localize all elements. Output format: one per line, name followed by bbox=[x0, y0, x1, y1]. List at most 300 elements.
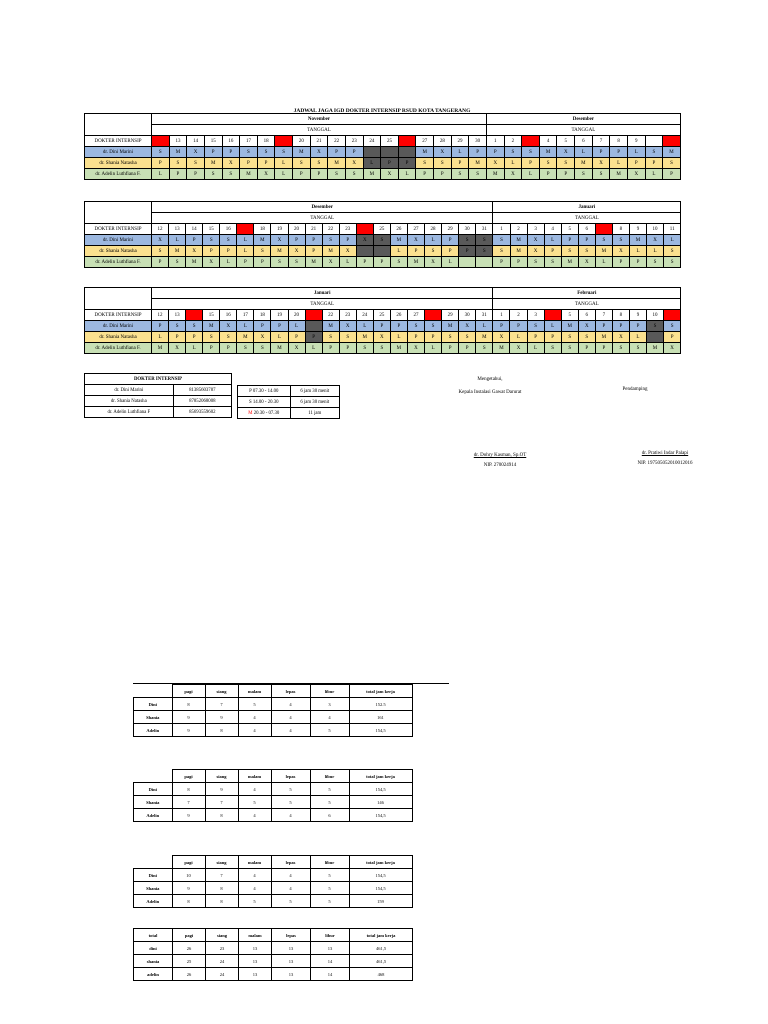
shift-cell: P bbox=[288, 235, 305, 246]
day-cell: 13 bbox=[169, 224, 186, 235]
doctor-name: dr. Adelin Luthfiana F. bbox=[85, 169, 152, 180]
month-label: Februari bbox=[493, 288, 681, 299]
day-cell bbox=[152, 136, 170, 147]
contact-name: dr. Dini Marini bbox=[85, 385, 174, 396]
month-label: Januari bbox=[493, 202, 681, 213]
summary-corner: total bbox=[134, 929, 173, 942]
shift-cell: S bbox=[664, 321, 681, 332]
summary-value: 10 bbox=[172, 869, 205, 882]
summary-header: malam bbox=[238, 685, 271, 698]
shift-cell: M bbox=[169, 246, 186, 257]
summary-value: 9 bbox=[172, 809, 205, 822]
shift-cell: P bbox=[407, 332, 424, 343]
schedule-block-1 bbox=[84, 113, 681, 180]
shift-cell: P bbox=[305, 235, 322, 246]
day-cell: 25 bbox=[373, 224, 390, 235]
summary-value: 5 bbox=[271, 895, 310, 908]
doctor-name: dr. Shania Natasha bbox=[85, 246, 152, 257]
shift-cell: X bbox=[381, 169, 399, 180]
shift-cell bbox=[459, 257, 476, 268]
summary-value: 4 bbox=[238, 809, 271, 822]
shift-cell: M bbox=[646, 343, 663, 354]
kepala-text: Kepala Instalasi Gawat Darurat bbox=[458, 390, 522, 395]
shift-cell: P bbox=[390, 321, 407, 332]
shift-cell: L bbox=[476, 321, 493, 332]
shift-cell: P bbox=[254, 321, 271, 332]
summary-value: 8 bbox=[205, 724, 238, 737]
summary-value: 146 bbox=[349, 796, 412, 809]
day-cell: 6 bbox=[578, 310, 595, 321]
shift-cell: M bbox=[561, 257, 578, 268]
summary-table-2 bbox=[133, 769, 413, 822]
shift-cell: L bbox=[305, 343, 322, 354]
day-cell: 31 bbox=[476, 310, 493, 321]
doctor-row bbox=[85, 246, 681, 257]
shift-cell: X bbox=[203, 257, 220, 268]
shift-cell: S bbox=[664, 257, 681, 268]
shift-cell bbox=[398, 147, 416, 158]
doctor-name: dr. Adelin Luthfiana F. bbox=[85, 257, 152, 268]
shift-cell: L bbox=[152, 332, 169, 343]
summary-header: libur bbox=[311, 929, 350, 942]
summary-row bbox=[134, 955, 413, 968]
summary-value: 4 bbox=[271, 698, 310, 711]
day-cell: 3 bbox=[527, 224, 544, 235]
shift-cell bbox=[305, 321, 322, 332]
day-cell: 4 bbox=[539, 136, 557, 147]
summary-value: 8 bbox=[205, 809, 238, 822]
day-cell: 11 bbox=[663, 136, 681, 147]
shift-cell: P bbox=[544, 246, 561, 257]
summary-header: pagi bbox=[173, 929, 206, 942]
shift-cell: L bbox=[504, 158, 522, 169]
day-cell: 18 bbox=[254, 224, 271, 235]
tanggal-label: TANGGAL bbox=[152, 299, 493, 310]
day-cell: 27 bbox=[407, 310, 424, 321]
day-cell: 16 bbox=[220, 310, 237, 321]
shift-cell: L bbox=[220, 257, 237, 268]
summary-header: total jam kerja bbox=[349, 770, 412, 783]
shift-cell: P bbox=[310, 169, 328, 180]
day-cell: 21 bbox=[305, 224, 322, 235]
shift-cell: X bbox=[310, 147, 328, 158]
shift-cell: S bbox=[222, 169, 240, 180]
day-cell: 26 bbox=[390, 224, 407, 235]
contact-name: dr. Shania Natasha bbox=[85, 396, 174, 407]
day-cell: 23 bbox=[339, 224, 356, 235]
shift-cell: P bbox=[469, 147, 487, 158]
summary-value: 4 bbox=[271, 809, 310, 822]
shift-cell: S bbox=[647, 257, 664, 268]
month-label: Januari bbox=[152, 288, 493, 299]
day-cell: 2 bbox=[504, 136, 522, 147]
shift-cell: P bbox=[220, 343, 237, 354]
summary-value: 9 bbox=[205, 783, 238, 796]
shift-cell: L bbox=[237, 321, 254, 332]
shift-cell: S bbox=[169, 158, 187, 169]
summary-value: 5 bbox=[310, 796, 349, 809]
shift-duration: 6 jam 30 menit bbox=[290, 386, 339, 397]
summary-header: libur bbox=[310, 685, 349, 698]
shift-cell: S bbox=[663, 158, 681, 169]
shift-cell: S bbox=[561, 332, 578, 343]
shift-cell: P bbox=[510, 257, 527, 268]
shift-cell: X bbox=[254, 332, 271, 343]
summary-value: 13 bbox=[272, 942, 311, 955]
shift-cell: X bbox=[627, 169, 645, 180]
day-cell: 23 bbox=[339, 310, 356, 321]
day-cell: 28 bbox=[434, 136, 452, 147]
summary-value: 6 bbox=[310, 809, 349, 822]
shift-cell: S bbox=[204, 169, 222, 180]
contact-phone: 87852068008 bbox=[173, 396, 231, 407]
shift-cell: S bbox=[220, 332, 237, 343]
shift-cell: L bbox=[288, 321, 305, 332]
shift-cell: L bbox=[425, 343, 442, 354]
summary-value: 4 bbox=[238, 882, 271, 895]
shift-cell: M bbox=[271, 246, 288, 257]
day-cell: 9 bbox=[629, 310, 646, 321]
day-cell: 18 bbox=[254, 310, 271, 321]
contact-name: dr. Adelin Luthfiana F bbox=[85, 407, 174, 418]
day-cell: 20 bbox=[288, 224, 305, 235]
shift-cell: P bbox=[627, 158, 645, 169]
day-cell bbox=[664, 310, 681, 321]
doctor-row bbox=[85, 343, 681, 354]
summary-corner bbox=[134, 685, 173, 698]
summary-value: 14 bbox=[311, 955, 350, 968]
summary-value: 5 bbox=[271, 783, 310, 796]
shift-cell: P bbox=[339, 235, 356, 246]
month-label: Desember bbox=[152, 202, 493, 213]
summary-value: 4 bbox=[238, 869, 271, 882]
shift-cell: S bbox=[595, 235, 612, 246]
summary-name: Dini bbox=[134, 869, 173, 882]
summary-value: 7 bbox=[205, 796, 238, 809]
shift-cell: X bbox=[373, 332, 390, 343]
summary-corner bbox=[134, 770, 173, 783]
summary-name: Adelin bbox=[134, 895, 173, 908]
doctor-row bbox=[85, 158, 681, 169]
shift-cell: M bbox=[240, 169, 258, 180]
shift-cell bbox=[363, 147, 381, 158]
schedule-title: JADWAL JAGA IGD DOKTER INTERNSIP RSUD KOTA TANGERANG bbox=[293, 108, 471, 114]
shift-cell: P bbox=[663, 169, 681, 180]
shift-cell: S bbox=[646, 321, 663, 332]
signature-1-name: dr. Dohry Kasman, Sp.OT bbox=[473, 453, 527, 458]
shift-cell: L bbox=[664, 235, 681, 246]
shift-cell: L bbox=[544, 321, 561, 332]
shift-cell: P bbox=[442, 343, 459, 354]
dokter-header: DOKTER INTERNSIP bbox=[85, 136, 152, 147]
summary-value: 13 bbox=[272, 955, 311, 968]
shift-cell: S bbox=[254, 246, 271, 257]
doctor-name: dr. Dini Marini bbox=[85, 321, 152, 332]
day-cell: 10 bbox=[647, 224, 664, 235]
shift-cell: S bbox=[575, 169, 593, 180]
summary-value: 8 bbox=[205, 882, 238, 895]
shift-cell: M bbox=[510, 235, 527, 246]
day-cell bbox=[595, 224, 612, 235]
shift-cell: L bbox=[275, 158, 293, 169]
shift-cell: P bbox=[203, 246, 220, 257]
summary-value: 13 bbox=[239, 955, 272, 968]
tanggal-label: TANGGAL bbox=[493, 213, 681, 224]
shift-cell: X bbox=[187, 147, 205, 158]
shift-cell: X bbox=[271, 235, 288, 246]
contacts-header: DOKTER INTERNSIP bbox=[85, 374, 232, 385]
shift-cell: S bbox=[407, 321, 424, 332]
shift-cell: P bbox=[561, 235, 578, 246]
day-cell: 14 bbox=[187, 136, 205, 147]
day-cell bbox=[356, 224, 373, 235]
summary-value: 5 bbox=[310, 724, 349, 737]
schedule-block-3 bbox=[84, 287, 681, 354]
summary-header: total jam kerja bbox=[349, 856, 412, 869]
shift-cell: L bbox=[510, 332, 527, 343]
summary-header: lepas bbox=[271, 770, 310, 783]
shift-cell: S bbox=[522, 147, 540, 158]
day-cell: 17 bbox=[240, 136, 258, 147]
day-cell: 24 bbox=[356, 310, 373, 321]
summary-name: Shania bbox=[134, 882, 173, 895]
shift-cell: L bbox=[442, 257, 459, 268]
day-cell: 6 bbox=[578, 224, 595, 235]
summary-name: adelin bbox=[134, 968, 173, 981]
day-cell: 2 bbox=[510, 224, 527, 235]
shift-cell: L bbox=[629, 332, 646, 343]
shift-cell: P bbox=[152, 158, 170, 169]
shift-cell: M bbox=[539, 147, 557, 158]
day-cell: 8 bbox=[610, 136, 628, 147]
summary-table-3 bbox=[133, 855, 413, 908]
shift-cell: S bbox=[459, 332, 476, 343]
shift-cell: L bbox=[186, 343, 203, 354]
summary-name: Adelin bbox=[134, 809, 173, 822]
day-cell: 8 bbox=[612, 310, 629, 321]
summary-value: 7 bbox=[205, 869, 238, 882]
shift-cell: L bbox=[339, 257, 356, 268]
shift-cell: L bbox=[152, 169, 170, 180]
shift-cell: X bbox=[345, 158, 363, 169]
shift-cell: X bbox=[288, 246, 305, 257]
shift-cell: S bbox=[592, 169, 610, 180]
day-cell: 22 bbox=[322, 224, 339, 235]
shift-cell: L bbox=[398, 169, 416, 180]
day-cell: 10 bbox=[646, 310, 663, 321]
summary-row bbox=[134, 724, 413, 737]
shift-cell: S bbox=[476, 246, 493, 257]
day-cell bbox=[522, 136, 540, 147]
shift-cell: X bbox=[425, 257, 442, 268]
summary-value: 461,5 bbox=[350, 942, 413, 955]
shift-cell: P bbox=[186, 332, 203, 343]
shift-cell: S bbox=[322, 235, 339, 246]
shift-time: M 20.30 - 07.30 bbox=[238, 408, 291, 419]
doctor-row bbox=[85, 169, 681, 180]
shift-cell: S bbox=[237, 343, 254, 354]
shift-cell: P bbox=[629, 257, 646, 268]
day-cell bbox=[275, 136, 293, 147]
shift-cell: P bbox=[442, 235, 459, 246]
shift-cell: S bbox=[504, 147, 522, 158]
shift-cell: P bbox=[169, 332, 186, 343]
summary-name: dini bbox=[134, 942, 173, 955]
shift-cell: L bbox=[575, 147, 593, 158]
shift-cell: X bbox=[169, 343, 186, 354]
summary-value: 5 bbox=[310, 783, 349, 796]
shift-cell: X bbox=[152, 235, 169, 246]
day-cell: 3 bbox=[527, 310, 544, 321]
shift-cell: M bbox=[293, 147, 311, 158]
shift-cell: P bbox=[451, 158, 469, 169]
doctor-row bbox=[85, 332, 681, 343]
shift-cell: M bbox=[328, 158, 346, 169]
shift-cell: X bbox=[288, 343, 305, 354]
shift-cell: X bbox=[578, 321, 595, 332]
shift-cell: M bbox=[363, 169, 381, 180]
shift-cell: S bbox=[271, 257, 288, 268]
shift-time: S 14.00 - 20.30 bbox=[238, 397, 291, 408]
day-cell: 12 bbox=[152, 310, 169, 321]
shift-cell: P bbox=[237, 257, 254, 268]
summary-value: 154,5 bbox=[349, 882, 412, 895]
shift-cell: X bbox=[592, 158, 610, 169]
day-cell: 1 bbox=[486, 136, 504, 147]
contact-phone: 85693559602 bbox=[173, 407, 231, 418]
shift-cell: X bbox=[222, 158, 240, 169]
shift-cell: S bbox=[493, 235, 510, 246]
day-cell: 27 bbox=[416, 136, 434, 147]
shift-cell: L bbox=[647, 246, 664, 257]
summary-value: 154,5 bbox=[349, 724, 412, 737]
shift-cell: S bbox=[186, 321, 203, 332]
tanggal-label: TANGGAL bbox=[486, 125, 680, 136]
shift-cell: S bbox=[442, 332, 459, 343]
shift-cell bbox=[356, 246, 373, 257]
shift-cell: M bbox=[476, 332, 493, 343]
shift-cell: S bbox=[493, 246, 510, 257]
summary-value: 5 bbox=[310, 882, 349, 895]
shift-cell: L bbox=[275, 169, 293, 180]
summary-value: 4 bbox=[310, 711, 349, 724]
doctor-name: dr. Shania Natasha bbox=[85, 332, 152, 343]
shift-cell: M bbox=[237, 332, 254, 343]
shift-cell: S bbox=[645, 147, 663, 158]
shift-cell: M bbox=[510, 246, 527, 257]
shift-cell: S bbox=[578, 332, 595, 343]
summary-value: 5 bbox=[238, 796, 271, 809]
shift-cell: S bbox=[459, 235, 476, 246]
shift-cell: P bbox=[240, 158, 258, 169]
shift-cell: L bbox=[645, 169, 663, 180]
shift-cell: M bbox=[493, 343, 510, 354]
shift-cell: X bbox=[407, 235, 424, 246]
shift-cell: X bbox=[578, 257, 595, 268]
shift-cell: M bbox=[152, 343, 169, 354]
shift-cell: S bbox=[561, 343, 578, 354]
shift-cell: P bbox=[493, 257, 510, 268]
shift-cell: S bbox=[469, 169, 487, 180]
day-cell: 21 bbox=[310, 136, 328, 147]
summary-value: 5 bbox=[271, 796, 310, 809]
shift-cell: S bbox=[257, 147, 275, 158]
shift-cell: L bbox=[527, 343, 544, 354]
shift-cell: P bbox=[610, 147, 628, 158]
shift-cell: S bbox=[557, 158, 575, 169]
shift-cell bbox=[646, 332, 663, 343]
summary-table-1 bbox=[133, 684, 413, 737]
summary-value: 5 bbox=[238, 698, 271, 711]
day-cell bbox=[645, 136, 663, 147]
summary-header: malam bbox=[238, 770, 271, 783]
shift-cell: P bbox=[398, 158, 416, 169]
shift-cell: P bbox=[434, 169, 452, 180]
day-cell: 16 bbox=[220, 224, 237, 235]
shift-cell: X bbox=[339, 246, 356, 257]
shift-cell bbox=[381, 147, 399, 158]
shift-cell: L bbox=[356, 321, 373, 332]
day-cell: 29 bbox=[442, 310, 459, 321]
doctor-name: dr. Dini Marini bbox=[85, 147, 152, 158]
shift-cell: P bbox=[339, 343, 356, 354]
summary-value: 4 bbox=[238, 724, 271, 737]
shift-cell: S bbox=[476, 343, 493, 354]
shift-cell: S bbox=[322, 332, 339, 343]
pendamping-text: Pendamping bbox=[622, 387, 648, 392]
summary-value: 8 bbox=[172, 783, 205, 796]
shift-duration: 6 jam 30 menit bbox=[290, 397, 339, 408]
shift-times-table bbox=[237, 385, 340, 419]
summary-value: 161 bbox=[349, 711, 412, 724]
summary-value: 8 bbox=[205, 895, 238, 908]
shift-cell: S bbox=[203, 332, 220, 343]
shift-cell: L bbox=[451, 147, 469, 158]
shift-cell: L bbox=[425, 235, 442, 246]
shift-cell: P bbox=[612, 257, 629, 268]
shift-cell: P bbox=[459, 246, 476, 257]
day-cell: 15 bbox=[203, 224, 220, 235]
shift-cell: S bbox=[629, 343, 646, 354]
shift-cell: S bbox=[220, 235, 237, 246]
doctor-name: dr. Dini Marini bbox=[85, 235, 152, 246]
shift-cell: P bbox=[204, 147, 222, 158]
shift-cell: M bbox=[416, 147, 434, 158]
summary-value: 5 bbox=[310, 869, 349, 882]
shift-cell: P bbox=[152, 321, 169, 332]
shift-cell: S bbox=[425, 321, 442, 332]
signature-2-nip: NIP. 197505052010012016 bbox=[637, 461, 693, 466]
shift-cell: P bbox=[254, 257, 271, 268]
summary-value: 23 bbox=[206, 942, 239, 955]
day-cell: 9 bbox=[627, 136, 645, 147]
summary-row bbox=[134, 796, 413, 809]
shift-cell: X bbox=[612, 332, 629, 343]
shift-duration: 11 jam bbox=[290, 408, 339, 419]
shift-cell: P bbox=[595, 321, 612, 332]
summary-value: 4 bbox=[271, 869, 310, 882]
summary-value: 8 bbox=[172, 895, 205, 908]
shift-cell: S bbox=[187, 158, 205, 169]
summary-value: 154,5 bbox=[349, 869, 412, 882]
shift-cell: P bbox=[557, 169, 575, 180]
shift-cell: X bbox=[257, 169, 275, 180]
shift-cell: P bbox=[203, 343, 220, 354]
shift-cell: P bbox=[293, 169, 311, 180]
day-cell: 7 bbox=[592, 136, 610, 147]
shift-cell: M bbox=[305, 257, 322, 268]
day-cell bbox=[398, 136, 416, 147]
